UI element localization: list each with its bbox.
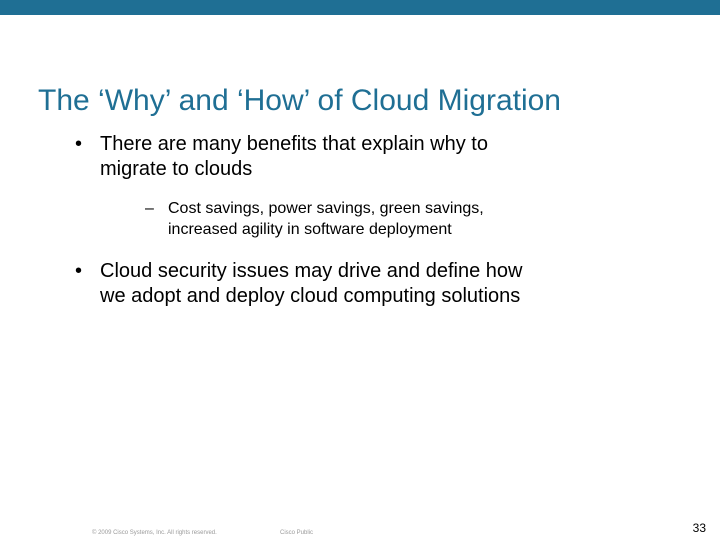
bullet-line: we adopt and deploy cloud computing solutions [100, 285, 521, 307]
sub-bullet-line: increased agility in software deployment [168, 221, 452, 238]
bullet-line: migrate to clouds [100, 158, 253, 180]
bullet-line: There are many benefits that explain why to [100, 133, 488, 155]
sub-bullet-text [168, 198, 484, 240]
bullet-mark: • [75, 260, 83, 282]
sub-bullet-line: Cost savings, power savings, green savings, [168, 200, 484, 217]
slide-title: The ‘Why’ and ‘How’ of Cloud Migration [38, 84, 561, 117]
bullet-text [100, 132, 488, 182]
bullet-text [100, 259, 522, 309]
footer-classification: Cisco Public [280, 530, 314, 536]
sub-bullet-mark: – [145, 200, 154, 217]
bullet-mark: • [75, 133, 83, 155]
bullet-line: Cloud security issues may drive and define how [100, 260, 523, 282]
footer-copyright: © 2009 Cisco Systems, Inc. All rights reserved. [92, 530, 217, 536]
page-number: 33 [692, 521, 706, 535]
top-brand-bar [0, 0, 720, 15]
